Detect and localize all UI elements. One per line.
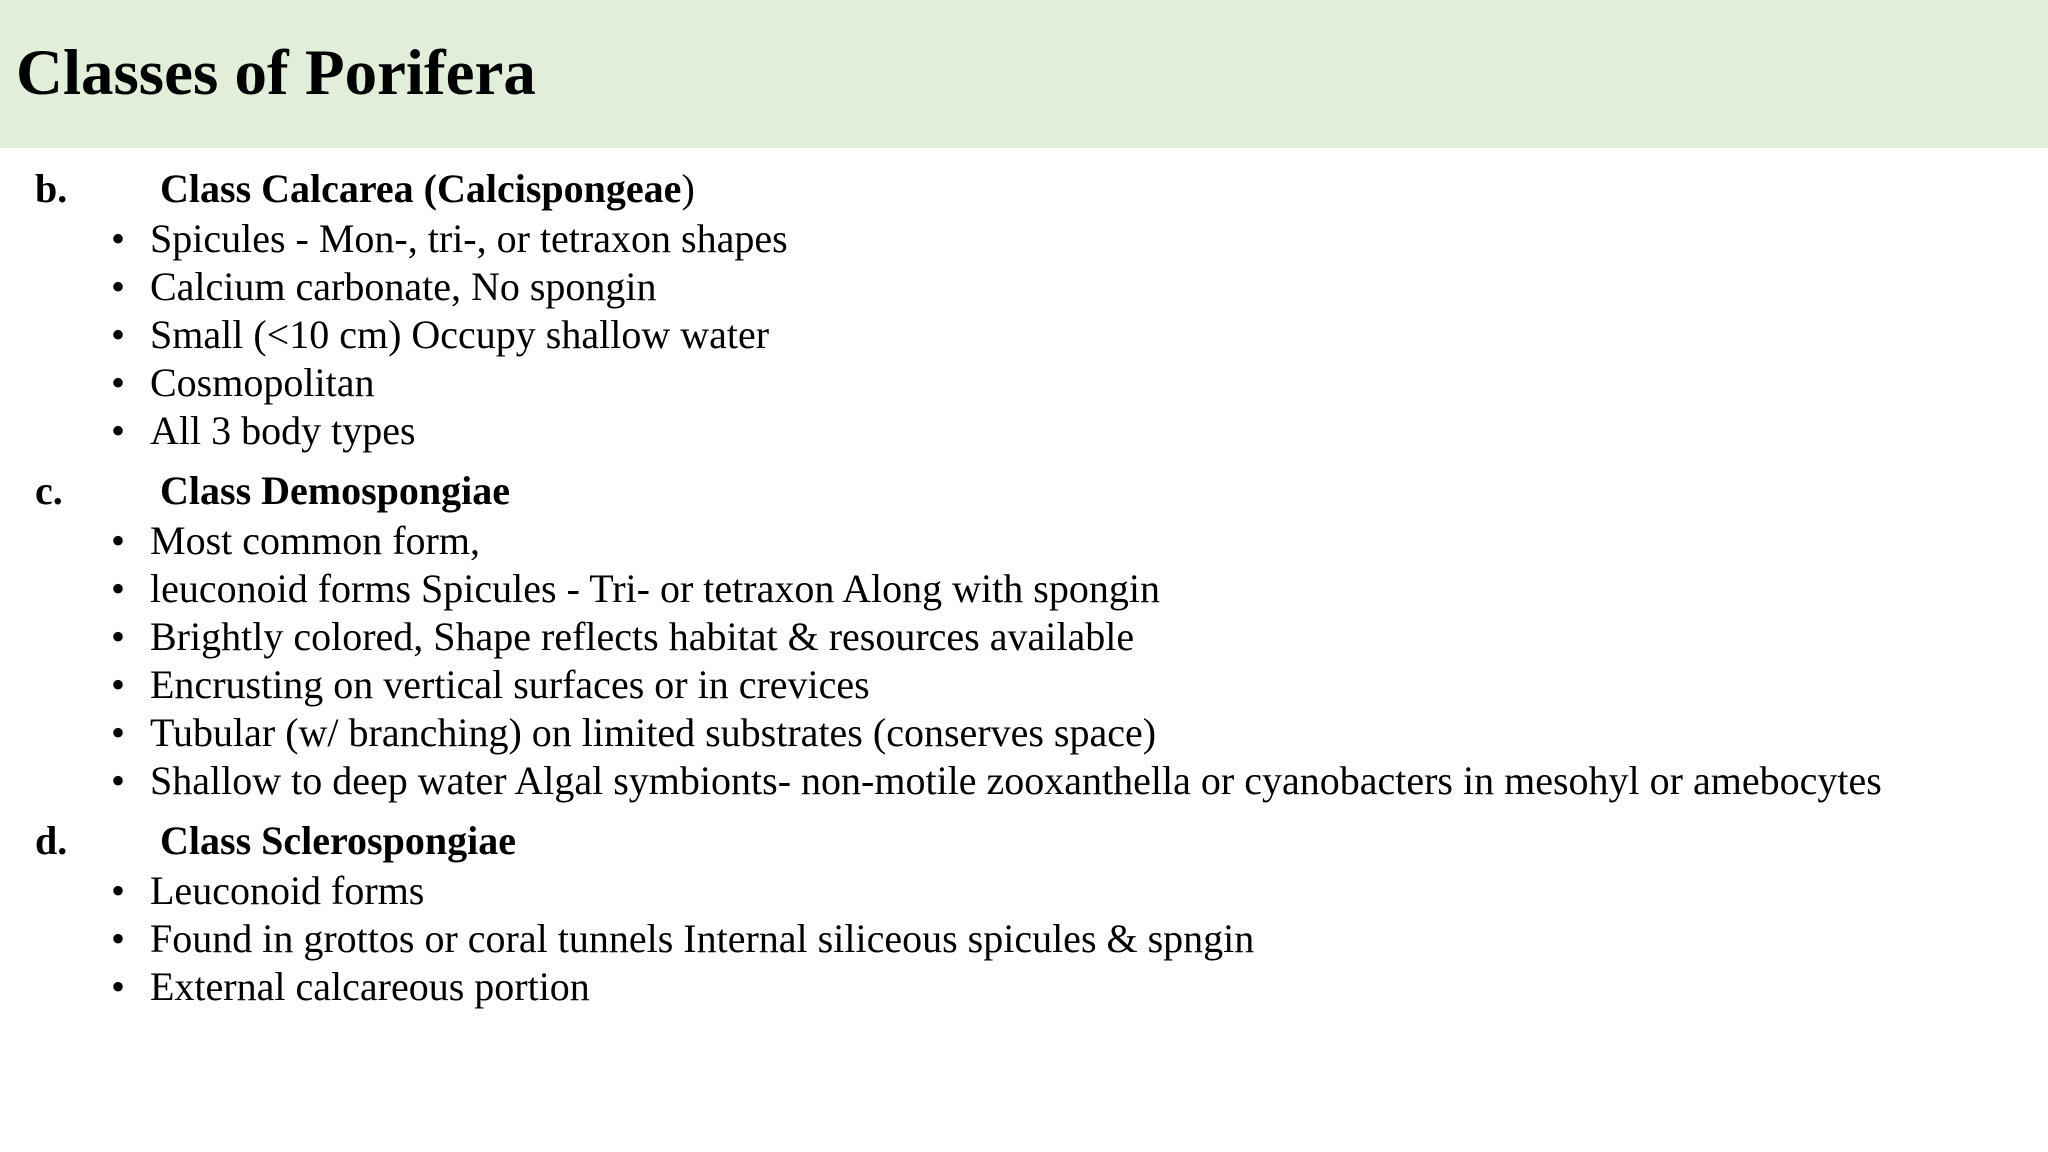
bullet-icon: • <box>111 710 126 755</box>
bullet-text: Tubular (w/ branching) on limited substrates (conserves space) <box>150 710 1157 755</box>
bullet-text: Leuconoid forms <box>150 868 425 913</box>
bullet-icon: • <box>111 216 126 261</box>
list-item <box>0 709 2048 757</box>
list-item <box>0 963 2048 1011</box>
bullet-list <box>0 517 2048 805</box>
bullet-list <box>0 215 2048 455</box>
section-calcarea <box>0 163 2048 455</box>
section-title <box>160 163 695 215</box>
bullet-icon: • <box>111 758 126 803</box>
section-heading <box>0 465 2048 517</box>
bullet-icon: • <box>111 518 126 563</box>
section-letter: c. <box>35 468 63 513</box>
title-bar <box>0 0 2048 148</box>
section-heading <box>0 815 2048 867</box>
bullet-text: Calcium carbonate, No spongin <box>150 264 657 309</box>
section-title-plain: ) <box>681 166 695 211</box>
bullet-icon: • <box>111 916 126 961</box>
section-letter: b. <box>35 166 68 211</box>
section-sclerospongiae <box>0 815 2048 1011</box>
bullet-icon: • <box>111 614 126 659</box>
bullet-icon: • <box>111 566 126 611</box>
list-item <box>0 517 2048 565</box>
bullet-text: Brightly colored, Shape reflects habitat & resources available <box>150 614 1135 659</box>
bullet-icon: • <box>111 360 126 405</box>
list-item <box>0 565 2048 613</box>
section-title-bold: Class Sclerospongiae <box>160 818 516 863</box>
bullet-text: Encrusting on vertical surfaces or in crevices <box>150 662 870 707</box>
bullet-text: Cosmopolitan <box>150 360 375 405</box>
bullet-text: Shallow to deep water Algal symbionts- non-motile zooxanthella or cyanobacters in mesohyl or amebocytes <box>150 758 1882 803</box>
bullet-icon: • <box>111 312 126 357</box>
bullet-icon: • <box>111 264 126 309</box>
bullet-icon: • <box>111 964 126 1009</box>
list-item <box>0 215 2048 263</box>
list-item <box>0 661 2048 709</box>
slide-title: Classes of Porifera <box>16 37 536 109</box>
list-item <box>0 407 2048 455</box>
bullet-icon: • <box>111 662 126 707</box>
list-item <box>0 359 2048 407</box>
slide-content <box>0 163 2048 1011</box>
section-title <box>160 815 516 867</box>
bullet-text: Found in grottos or coral tunnels Internal siliceous spicules & spngin <box>150 916 1255 961</box>
bullet-text: leuconoid forms Spicules - Tri- or tetraxon Along with spongin <box>150 566 1160 611</box>
bullet-text: Most common form, <box>150 518 480 563</box>
section-letter: d. <box>35 818 68 863</box>
bullet-text: All 3 body types <box>150 408 416 453</box>
list-item <box>0 867 2048 915</box>
section-title <box>160 465 510 517</box>
bullet-text: Spicules - Mon-, tri-, or tetraxon shapes <box>150 216 788 261</box>
bullet-text: Small (<10 cm) Occupy shallow water <box>150 312 770 357</box>
list-item <box>0 263 2048 311</box>
list-item <box>0 613 2048 661</box>
section-demospongiae <box>0 465 2048 805</box>
list-item <box>0 311 2048 359</box>
bullet-text: External calcareous portion <box>150 964 590 1009</box>
bullet-icon: • <box>111 408 126 453</box>
list-item <box>0 757 2048 805</box>
section-heading <box>0 163 2048 215</box>
list-item <box>0 915 2048 963</box>
bullet-icon: • <box>111 868 126 913</box>
bullet-list <box>0 867 2048 1011</box>
section-title-bold: Class Calcarea (Calcispongeae <box>160 166 682 211</box>
section-title-bold: Class Demospongiae <box>160 468 511 513</box>
